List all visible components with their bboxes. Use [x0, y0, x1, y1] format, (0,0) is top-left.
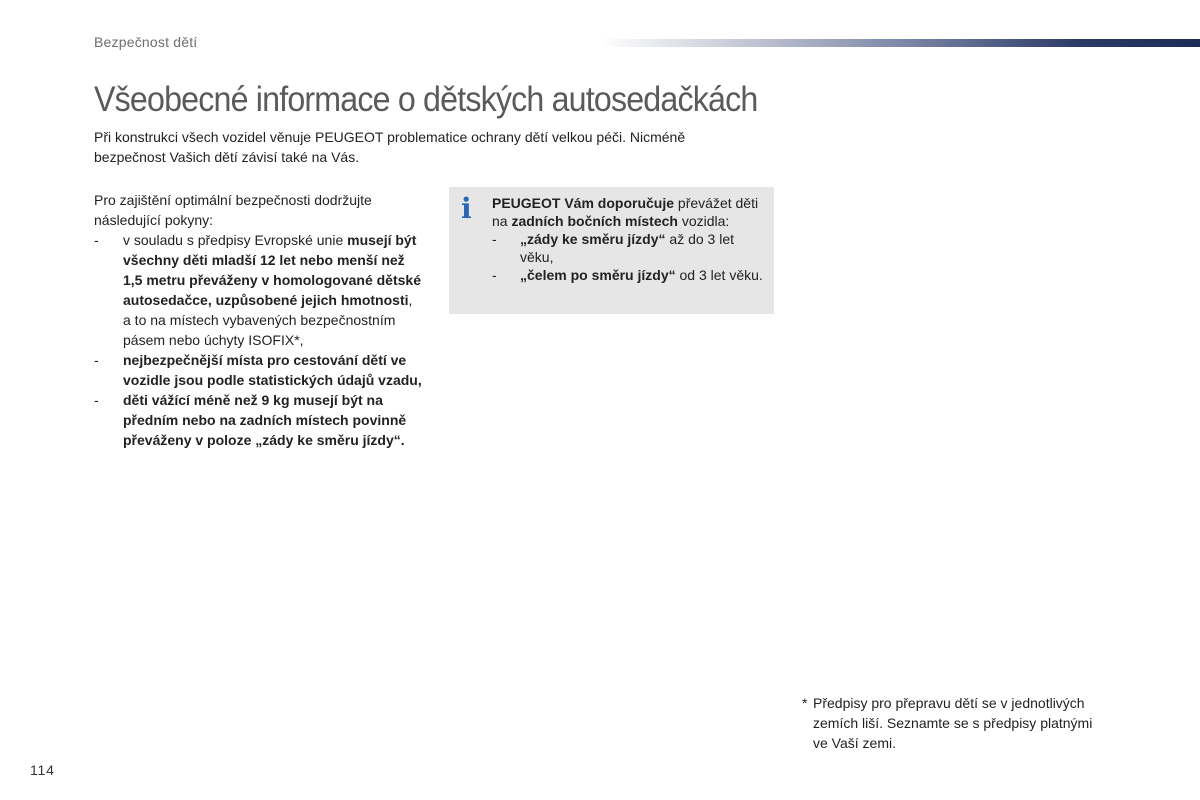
info-icon: i — [461, 192, 472, 225]
footnote-text: Předpisy pro přepravu dětí se v jednotlivých — [813, 695, 1085, 711]
footnote-mark: * — [802, 695, 808, 711]
info-box-emphasis: PEUGEOT Vám doporučuje — [492, 195, 675, 211]
intro-line: Při konstrukci všech vozidel věnuje PEUGEOT problematice ochrany dětí velkou péči. Nicméně — [94, 129, 686, 145]
info-box-lead — [492, 194, 764, 230]
info-box-list — [492, 230, 764, 284]
list-item — [94, 350, 424, 390]
footnote-line — [802, 693, 1132, 713]
list-item-emphasis: musejí být všechny děti mladší 12 let nebo menší než 1,5 metru převáženy v homologované dětské autosedačce, uzpůsobené jejich hmotnosti — [123, 232, 421, 308]
footnote — [802, 693, 1132, 753]
list-item — [94, 390, 424, 450]
list-item-text: od 3 let věku. — [675, 267, 763, 283]
page-number: 114 — [30, 762, 55, 778]
bullet-dash: - — [94, 232, 99, 248]
info-box-plain: převážet děti na — [492, 195, 759, 229]
section-label: Bezpečnost dětí — [94, 34, 198, 50]
bullet-dash: - — [492, 267, 497, 283]
list-item — [492, 266, 764, 284]
list-item — [492, 230, 764, 266]
bullet-dash: - — [94, 392, 99, 408]
info-box — [449, 187, 774, 314]
list-item-emphasis: nejbezpečnější místa pro cestování dětí ve vozidle jsou podle statistických údajů vzadu, — [123, 352, 422, 388]
info-box-emphasis: zadních bočních místech — [511, 213, 678, 229]
guidelines-list — [94, 230, 424, 450]
list-item-emphasis: „čelem po směru jízdy“ — [520, 267, 676, 283]
guidelines-column — [94, 190, 424, 450]
info-box-text — [492, 194, 764, 284]
footnote-line: zemích liší. Seznamte se s předpisy platnými — [813, 715, 1093, 731]
list-item-emphasis: „zády ke směru jízdy“ — [520, 231, 666, 247]
header-gradient-bar — [600, 39, 1200, 47]
list-item — [94, 230, 424, 350]
info-box-plain: vozidla: — [677, 213, 730, 229]
intro-line: bezpečnost Vašich dětí závisí také na Vás. — [94, 149, 360, 165]
bullet-dash: - — [94, 352, 99, 368]
footnote-line: ve Vaší zemi. — [813, 735, 896, 751]
list-item-text: až do 3 let věku, — [520, 231, 735, 265]
list-item-text: , a to na místech vybavených bezpečnostním pásem nebo úchyty ISOFIX*, — [123, 292, 413, 348]
intro-paragraph — [94, 127, 774, 167]
guidelines-lead: Pro zajištění optimální bezpečnosti dodržujte následující pokyny: — [94, 192, 372, 228]
list-item-text: v souladu s předpisy Evropské unie — [123, 232, 348, 248]
list-item-emphasis: děti vážící méně než 9 kg musejí být na předním nebo na zadních místech povinně převáženy v poloze „zády ke směru jízdy“. — [123, 392, 407, 448]
page-title: Všeobecné informace o dětských autosedačkách — [94, 80, 758, 119]
bullet-dash: - — [492, 231, 497, 247]
